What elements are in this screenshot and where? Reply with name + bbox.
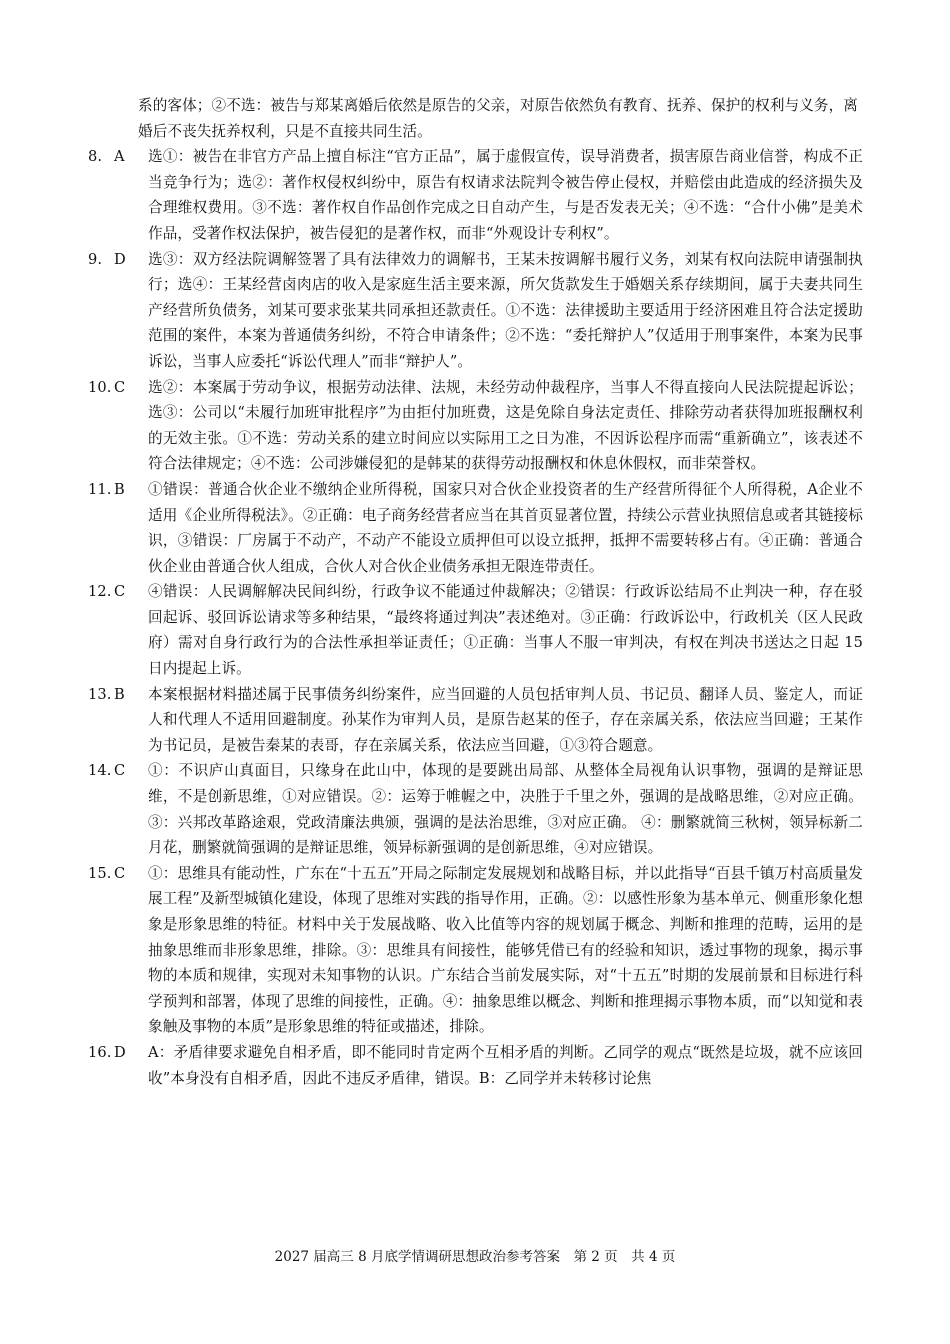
answer-letter: A — [114, 148, 125, 166]
answer-item-16 — [88, 1040, 863, 1091]
answer-item-15 — [88, 861, 863, 1040]
answer-item-8 — [88, 144, 863, 246]
explanation: 选②：本案属于劳动争议，根据劳动法律、法规，未经劳动仲裁程序，当事人不得直接向人民法院提起诉讼；选③：公司以“未履行加班审批程序”为由拒付加班费，这是免除自身法定责任、排除劳动者获得加班报酬权利的无效主张。①不选：劳动关系的建立时间应以实际用工之日为准，不因诉讼程序而需“重新确立”，该表述不符合法律规定；④不选：公司涉嫌侵犯的是韩某的获得劳动报酬权和休息休假权，而非荣誉权。 — [148, 378, 863, 473]
answer-item-14 — [88, 758, 863, 860]
continuation-paragraph: 系的客体；②不选：被告与郑某离婚后依然是原告的父亲，对原告依然负有教育、抚养、保护的权利与义务，离婚后不丧失抚养权利，只是不直接共同生活。 — [138, 97, 858, 140]
answer-letter: B — [114, 480, 125, 498]
explanation: ①：不识庐山真面目，只缘身在此山中，体现的是要跳出局部、从整体全局视角认识事物，强调的是辩证思维，不是创新思维，①对应错误。②：运筹于帷幄之中，决胜于千里之外，强调的是战略思维，②对应正确。 ③：兴邦改革路途艰，党政清廉法典颁，强调的是法治思维，③对应正确。 ④：删繁就简三秋树，领异标新二月花，删繁就简强调的是辩证思维，领异标新强调的是创新思维，④对应错误。 — [148, 762, 863, 857]
question-number: 13. — [88, 685, 112, 703]
answer-item-9 — [88, 247, 863, 375]
explanation: A：矛盾律要求避免自相矛盾，即不能同时肯定两个互相矛盾的判断。乙同学的观点“既然是垃圾，就不应该回收”本身没有自相矛盾，因此不违反矛盾律，错误。B：乙同学并未转移讨论焦 — [148, 1043, 863, 1087]
question-number: 16. — [88, 1043, 112, 1061]
explanation: 选③：双方经法院调解签署了具有法律效力的调解书，王某未按调解书履行义务，刘某有权向法院申请强制执行；选④：王某经营卤肉店的收入是家庭生活主要来源，所欠货款发生于婚姻关系存续期间，属于夫妻共同生产经营所负债务，刘某可要求张某共同承担还款责任。①不选：法律援助主要适用于经济困难且符合法定援助范围的案件，本案为普通债务纠纷，不符合申请条件；②不选：“委托辩护人”仅适用于刑事案件，本案为民事诉讼，当事人应委托“诉讼代理人”而非“辩护人”。 — [148, 250, 863, 370]
explanation: ①错误：普通合伙企业不缴纳企业所得税，国家只对合伙企业投资者的生产经营所得征个人所得税，A企业不适用《企业所得税法》。②正确：电子商务经营者应当在其首页显著位置，持续公示营业执照信息或者其链接标识，③错误：厂房属于不动产，不动产不能设立质押但可以设立抵押，抵押不需要转移占有。④正确：普通合伙企业由普通合伙人组成，合伙人对合伙企业债务承担无限连带责任。 — [148, 480, 863, 575]
answer-letter: C — [114, 864, 126, 882]
answer-item-10 — [88, 375, 863, 477]
answer-letter: D — [114, 1043, 126, 1061]
explanation: 本案根据材料描述属于民事债务纠纷案件，应当回避的人员包括审判人员、书记员、翻译人员、鉴定人，而证人和代理人不适用回避制度。孙某作为审判人员，是原告赵某的侄子，存在亲属关系，依法应当回避；王某作为书记员，是被告秦某的表哥，存在亲属关系，依法应当回避，①③符合题意。 — [148, 685, 863, 754]
answer-item-12 — [88, 579, 863, 681]
question-number: 9. — [88, 250, 103, 268]
answer-item-13 — [88, 682, 863, 759]
answer-letter: B — [114, 685, 125, 703]
answer-letter: C — [114, 762, 126, 780]
question-number: 8. — [88, 148, 103, 166]
question-number: 15. — [88, 864, 112, 882]
question-number: 10. — [88, 378, 112, 396]
question-number: 11. — [88, 480, 112, 498]
page-footer: 2027 届高三 8 月底学情调研思想政治参考答案 第 2 页 共 4 页 — [274, 1249, 676, 1265]
explanation: ①：思维具有能动性，广东在“十五五”开局之际制定发展规划和战略目标，并以此指导“百县千镇万村高质量发展工程”及新型城镇化建设，体现了思维对实践的指导作用，正确。②：以感性形象为基本单元、侧重形象化想象是形象思维的特征。材料中关于发展战略、收入比值等内容的规划属于概念、判断和推理的范畴，运用的是抽象思维而非形象思维，排除。③：思维具有间接性，能够凭借已有的经验和知识，透过事物的现象，揭示事物的本质和规律，实现对未知事物的认识。广东结合当前发展实际，对“十五五”时期的发展前景和目标进行科学预判和部署，体现了思维的间接性，正确。④：抽象思维以概念、判断和推理揭示事物本质，而“以知觉和表象触及事物的本质”是形象思维的特征或描述，排除。 — [148, 864, 863, 1036]
answer-item-11 — [88, 477, 863, 579]
explanation: ④错误：人民调解解决民间纠纷，行政争议不能通过仲裁解决；②错误：行政诉讼结局不止判决一种，存在驳回起诉、驳回诉讼请求等多种结果，“最终将通过判决”表述绝对。③正确：行政诉讼中，行政机关（区人民政府）需对自身行政行为的合法性承担举证责任；①正确：当事人不服一审判决，有权在判决书送达之日起 15 日内提起上诉。 — [148, 583, 863, 678]
answer-list — [88, 93, 863, 1091]
question-number: 12. — [88, 583, 112, 601]
question-number: 14. — [88, 762, 112, 780]
answer-letter: D — [114, 250, 126, 268]
answer-letter: C — [114, 378, 126, 396]
answer-letter: C — [114, 583, 126, 601]
explanation: 选①：被告在非官方产品上擅自标注“官方正品”，属于虚假宣传，误导消费者，损害原告商业信誉，构成不正当竞争行为；选②：著作权侵权纠纷中，原告有权请求法院判令被告停止侵权，并赔偿由此造成的经济损失及合理维权费用。③不选：著作权自作品创作完成之日自动产生，与是否发表无关；④不选：“合什小佛”是美术作品，受著作权法保护，被告侵犯的是著作权，而非“外观设计专利权”。 — [148, 148, 863, 242]
